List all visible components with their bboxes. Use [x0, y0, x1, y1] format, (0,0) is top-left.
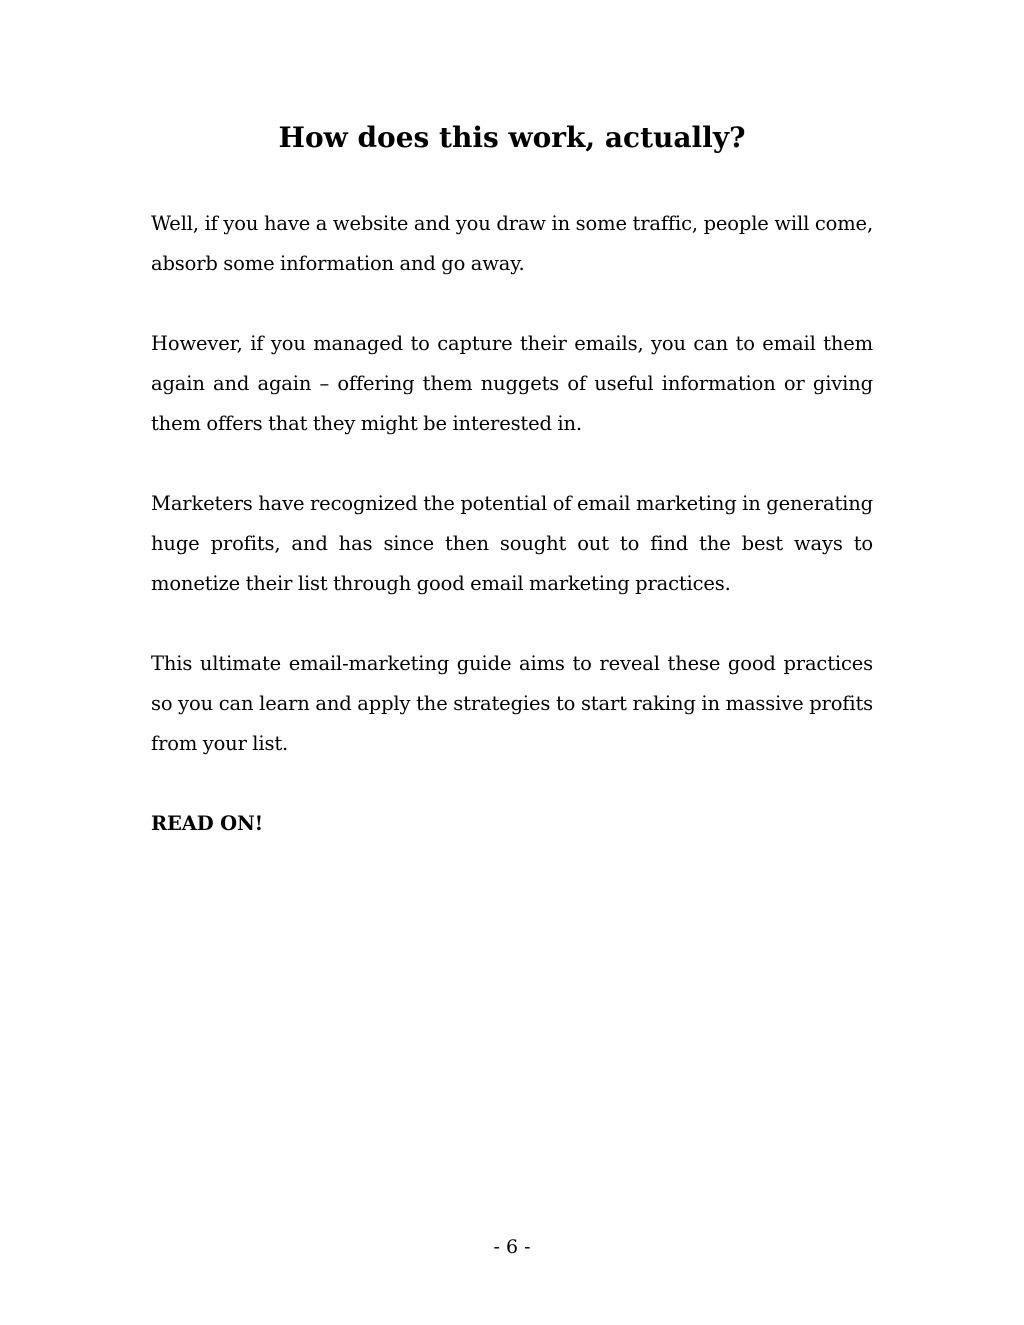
- call-to-action: READ ON!: [151, 812, 264, 835]
- paragraph-1: Well, if you have a website and you draw in some traffic, people will come, absorb some information and go away.: [151, 212, 873, 275]
- page-title: How does this work, actually?: [278, 121, 746, 154]
- page-number: - 6 -: [493, 1236, 531, 1258]
- paragraph-2: However, if you managed to capture their emails, you can to email them again and again – offering them nuggets of useful information or giving them offers that they might be interested in.: [151, 332, 873, 435]
- body-text: [151, 204, 873, 844]
- paragraph-3: Marketers have recognized the potential of email marketing in generating huge profits, and has since then sought out to find the best ways to monetize their list through good email marketing practices.: [151, 492, 873, 595]
- paragraph-4: This ultimate email-marketing guide aims to reveal these good practices so you can learn and apply the strategies to start raking in massive profits from your list.: [151, 652, 873, 755]
